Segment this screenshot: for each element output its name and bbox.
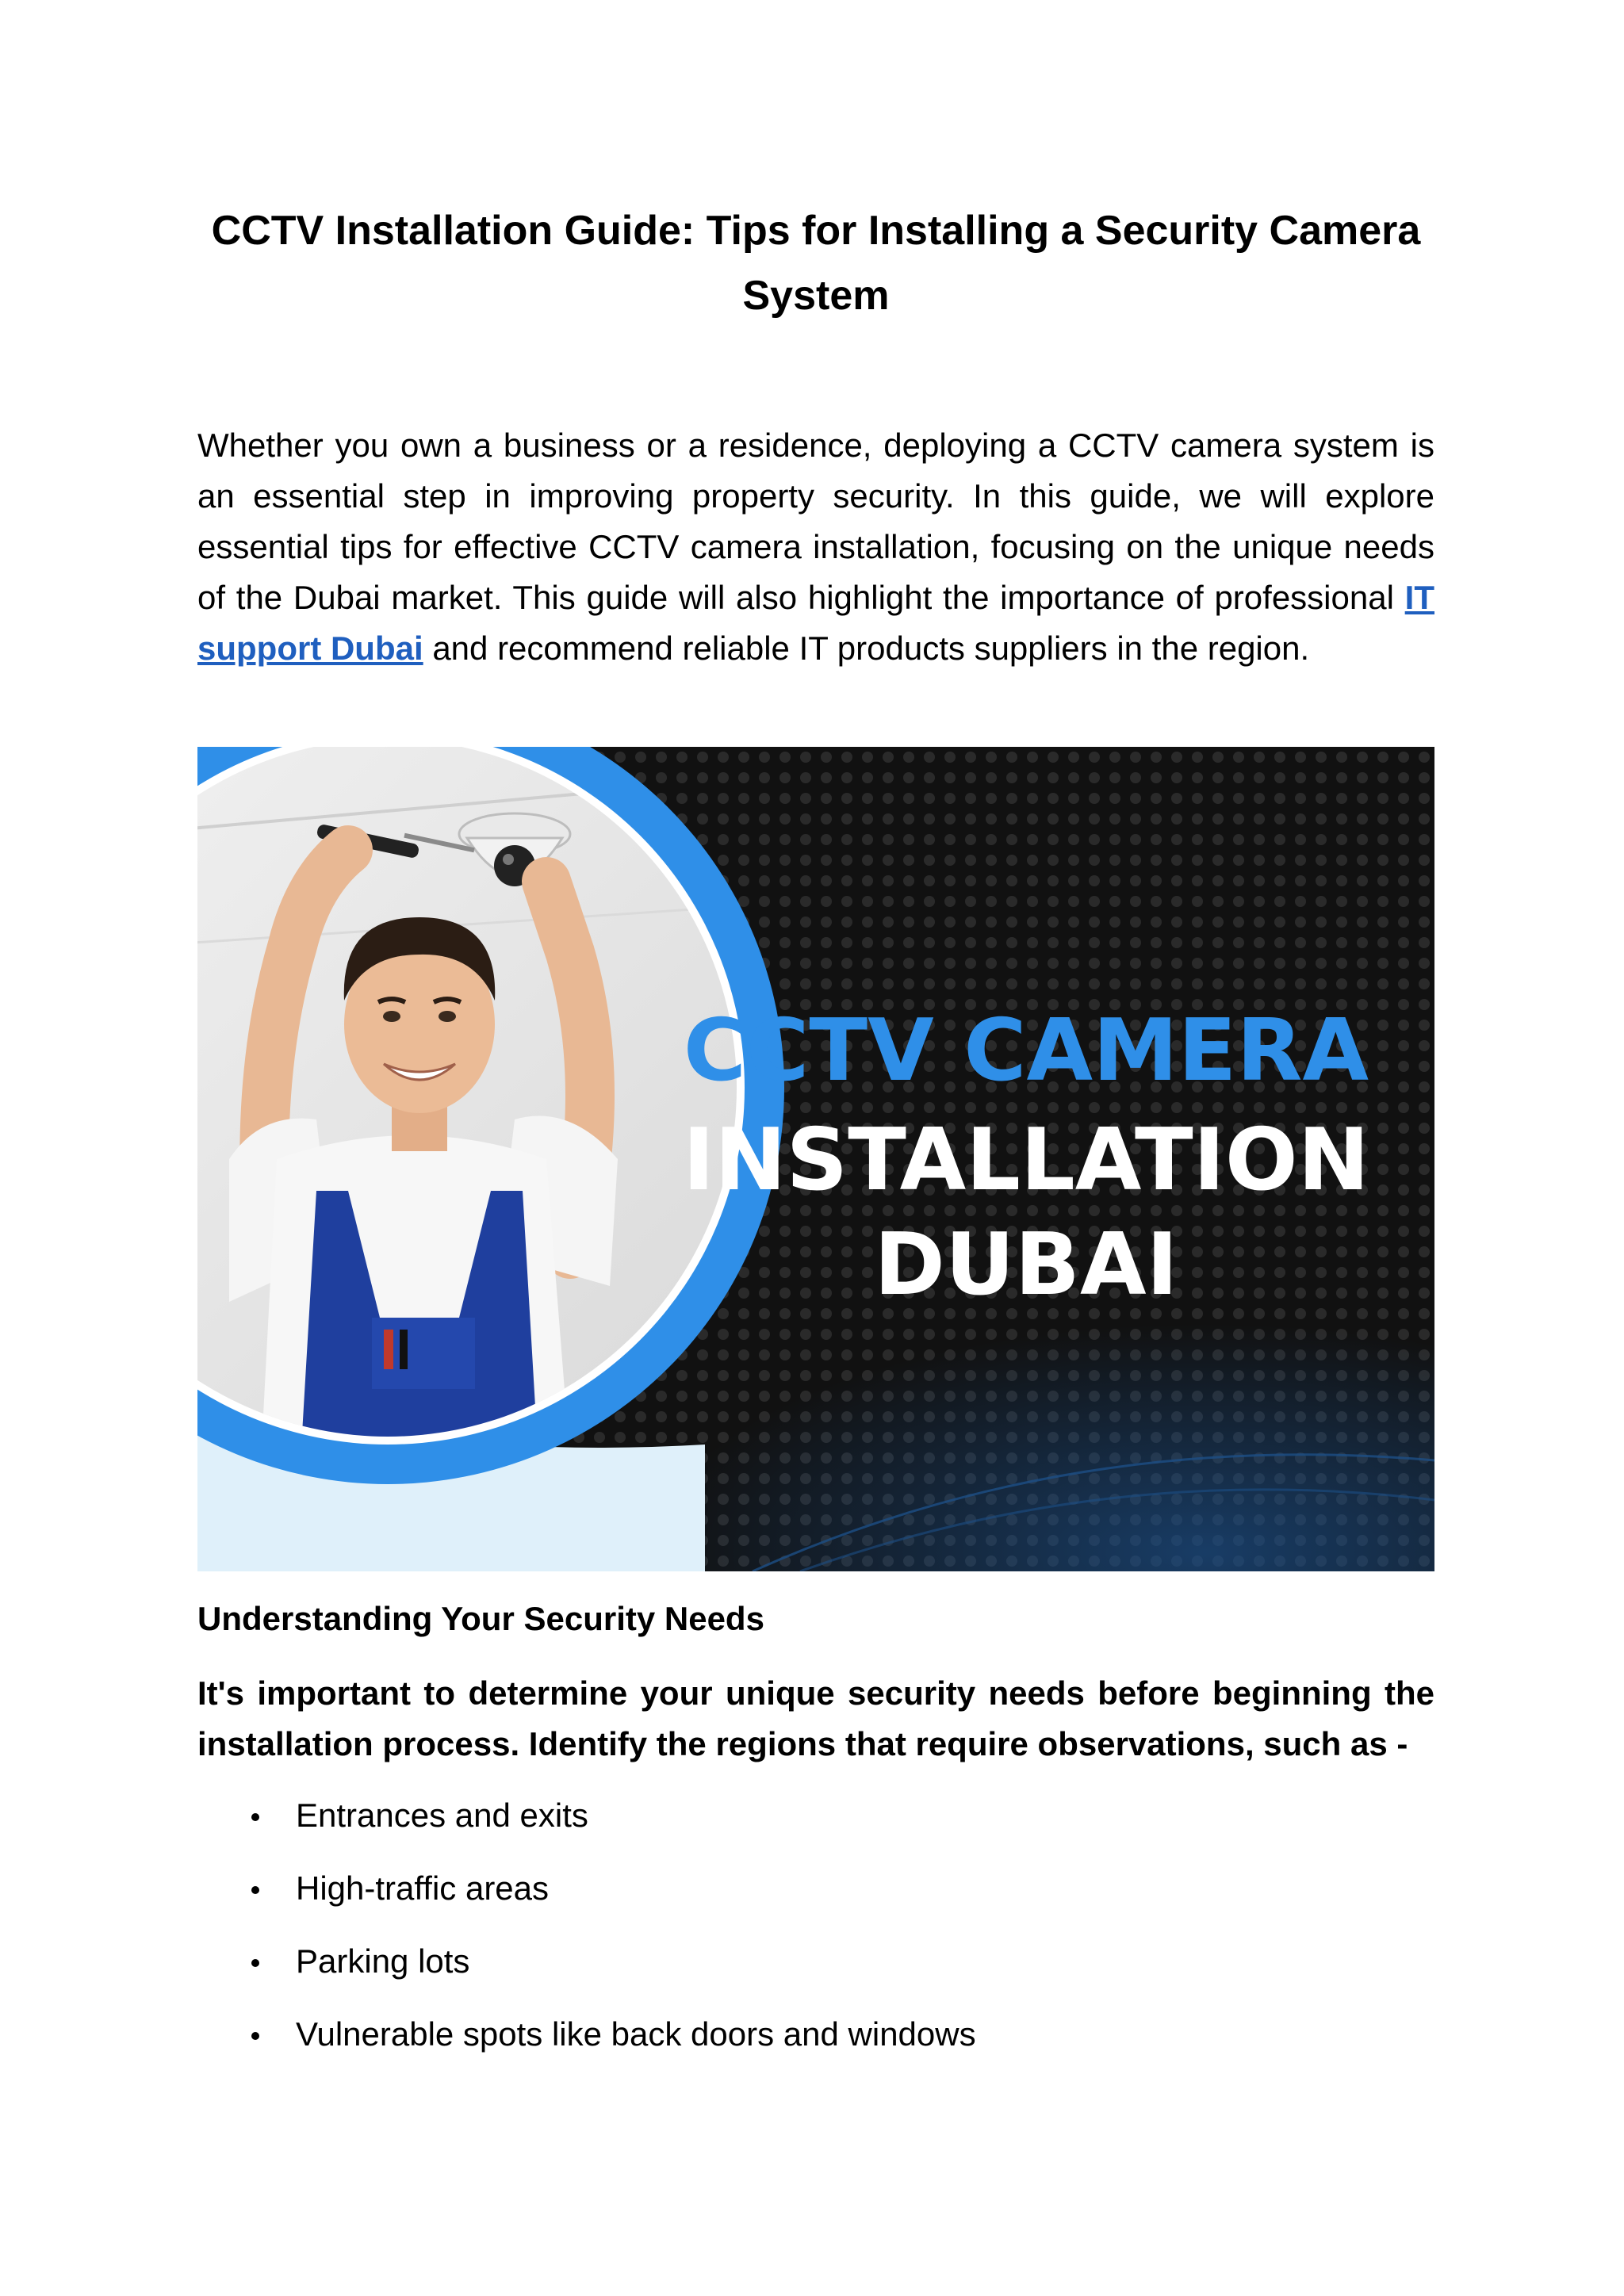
intro-paragraph — [197, 420, 1434, 674]
bullet-icon — [251, 1813, 259, 1821]
page-title: CCTV Installation Guide: Tips for Installing a Security Camera System — [211, 208, 1421, 319]
list-item — [197, 2009, 1434, 2082]
banner-line-1: CCTV CAMERA — [683, 1001, 1369, 1100]
list-item — [197, 1936, 1434, 2009]
banner-line-2: INSTALLATION — [682, 1111, 1370, 1210]
list-item — [197, 1863, 1434, 1936]
bullet-icon — [251, 1886, 259, 1894]
list-item — [197, 1790, 1434, 1863]
list-item-text: Parking lots — [296, 1942, 470, 1980]
banner-image — [197, 747, 1434, 1571]
list-item-text: Entrances and exits — [296, 1797, 588, 1834]
it-support-dubai-link[interactable]: IT support Dubai — [197, 579, 1434, 667]
section-heading: Understanding Your Security Needs — [197, 1600, 764, 1637]
bullet-icon — [251, 2032, 259, 2040]
observation-areas-list — [197, 1790, 1434, 2082]
intro-text-after-link: and recommend reliable IT products suppliers in the region. — [423, 629, 1310, 667]
list-item-text: High-traffic areas — [296, 1869, 550, 1907]
section-lead: It's important to determine your unique security needs before beginning the installation process. Identify the regions that require observations, such as - — [197, 1674, 1434, 1762]
list-item-text: Vulnerable spots like back doors and windows — [296, 2015, 976, 2053]
bullet-icon — [251, 1959, 259, 1967]
intro-text-before-link: Whether you own a business or a residence, deploying a CCTV camera system is an essential step in improving property security. In this guide, we will explore essential tips for effective CCTV camera installation, focusing on the unique needs of the Dubai market. This guide will also highlight the importance of professional — [197, 427, 1434, 616]
banner-line-3: DUBAI — [874, 1215, 1178, 1314]
banner-graphic — [197, 747, 1434, 1571]
